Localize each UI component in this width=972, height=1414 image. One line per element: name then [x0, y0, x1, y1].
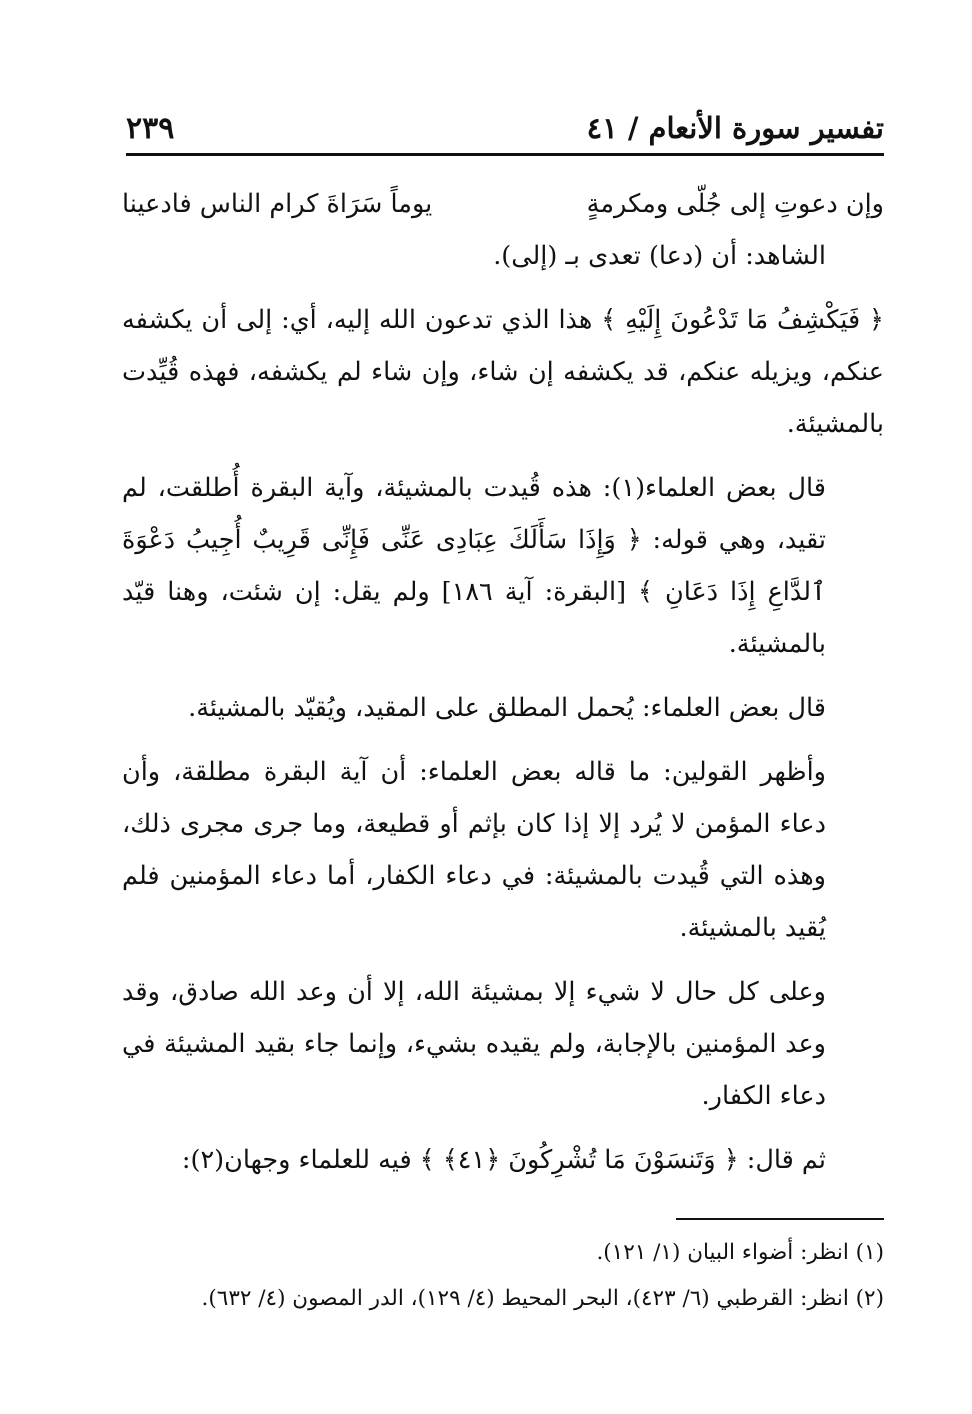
footnote-rule — [676, 1218, 884, 1220]
paragraph: ﴿ فَيَكْشِفُ مَا تَدْعُونَ إِلَيْهِ ﴾ هذا الذي تدعون الله إليه، أي: إلى أن يكشفه عنكم، ويزيله عنكم، قد يكشفه إن شاء، وإن شاء لم يكشفه، فهذه قُيِّدت بالمشيئة. — [122, 305, 884, 439]
footnote: (٢) انظر: القرطبي (٦/ ٤٢٣)، البحر المحيط (٤/ ١٢٩)، الدر المصون (٤/ ٦٣٢). — [201, 1286, 884, 1311]
poetry-verse — [122, 178, 884, 230]
paragraph: الشاهد: أن (دعا) تعدى بـ (إلى). — [493, 241, 826, 271]
footnote: (١) انظر: أضواء البيان (١/ ١٢١). — [596, 1240, 884, 1265]
main-text — [122, 178, 884, 1186]
page-number: ٢٣٩ — [126, 110, 175, 146]
paragraph: وعلى كل حال لا شيء إلا بمشيئة الله، إلا أن وعد الله صادق، وقد وعد المؤمنين بالإجابة، ولم يقيده بشيء، وإنما جاء بقيد المشيئة في دعاء الكفار. — [122, 977, 826, 1111]
verse-first-hemistich: وإن دعوتِ إلى جُلّى ومكرمةٍ — [586, 189, 884, 219]
footnotes — [122, 1230, 884, 1322]
header-title: تفسير سورة الأنعام / ٤١ — [586, 111, 884, 145]
paragraph: قال بعض العلماء: يُحمل المطلق على المقيد، ويُقيّد بالمشيئة. — [188, 693, 826, 723]
paragraph: ثم قال: ﴿ وَتَنسَوْنَ مَا تُشْرِكُونَ ﴿٤١﴾ ﴾ فيه للعلماء وجهان(٢): — [181, 1145, 826, 1175]
header-rule — [126, 153, 884, 156]
verse-second-hemistich: يوماً سَرَاةَ كرام الناس فادعينا — [122, 189, 433, 219]
running-header — [126, 104, 884, 152]
paragraph: وأظهر القولين: ما قاله بعض العلماء: أن آية البقرة مطلقة، وأن دعاء المؤمن لا يُرد إلا إذا كان بإثم أو قطيعة، وما جرى مجرى ذلك، وهذه التي قُيدت بالمشيئة: في دعاء الكفار، أما دعاء المؤمنين فلم يُقيد بالمشيئة. — [122, 757, 826, 943]
paragraph: قال بعض العلماء(١): هذه قُيدت بالمشيئة، وآية البقرة أُطلقت، لم تقيد، وهي قوله: ﴿ وَإِذَا سَأَلَكَ عِبَادِى عَنِّى فَإِنِّى قَرِيبٌ أُجِيبُ دَعْوَةَ ٱلدَّاعِ إِذَا دَعَانِ ﴾ [البقرة: آية ١٨٦] ولم يقل: إن شئت، وهنا قيّد بالمشيئة. — [122, 473, 826, 659]
